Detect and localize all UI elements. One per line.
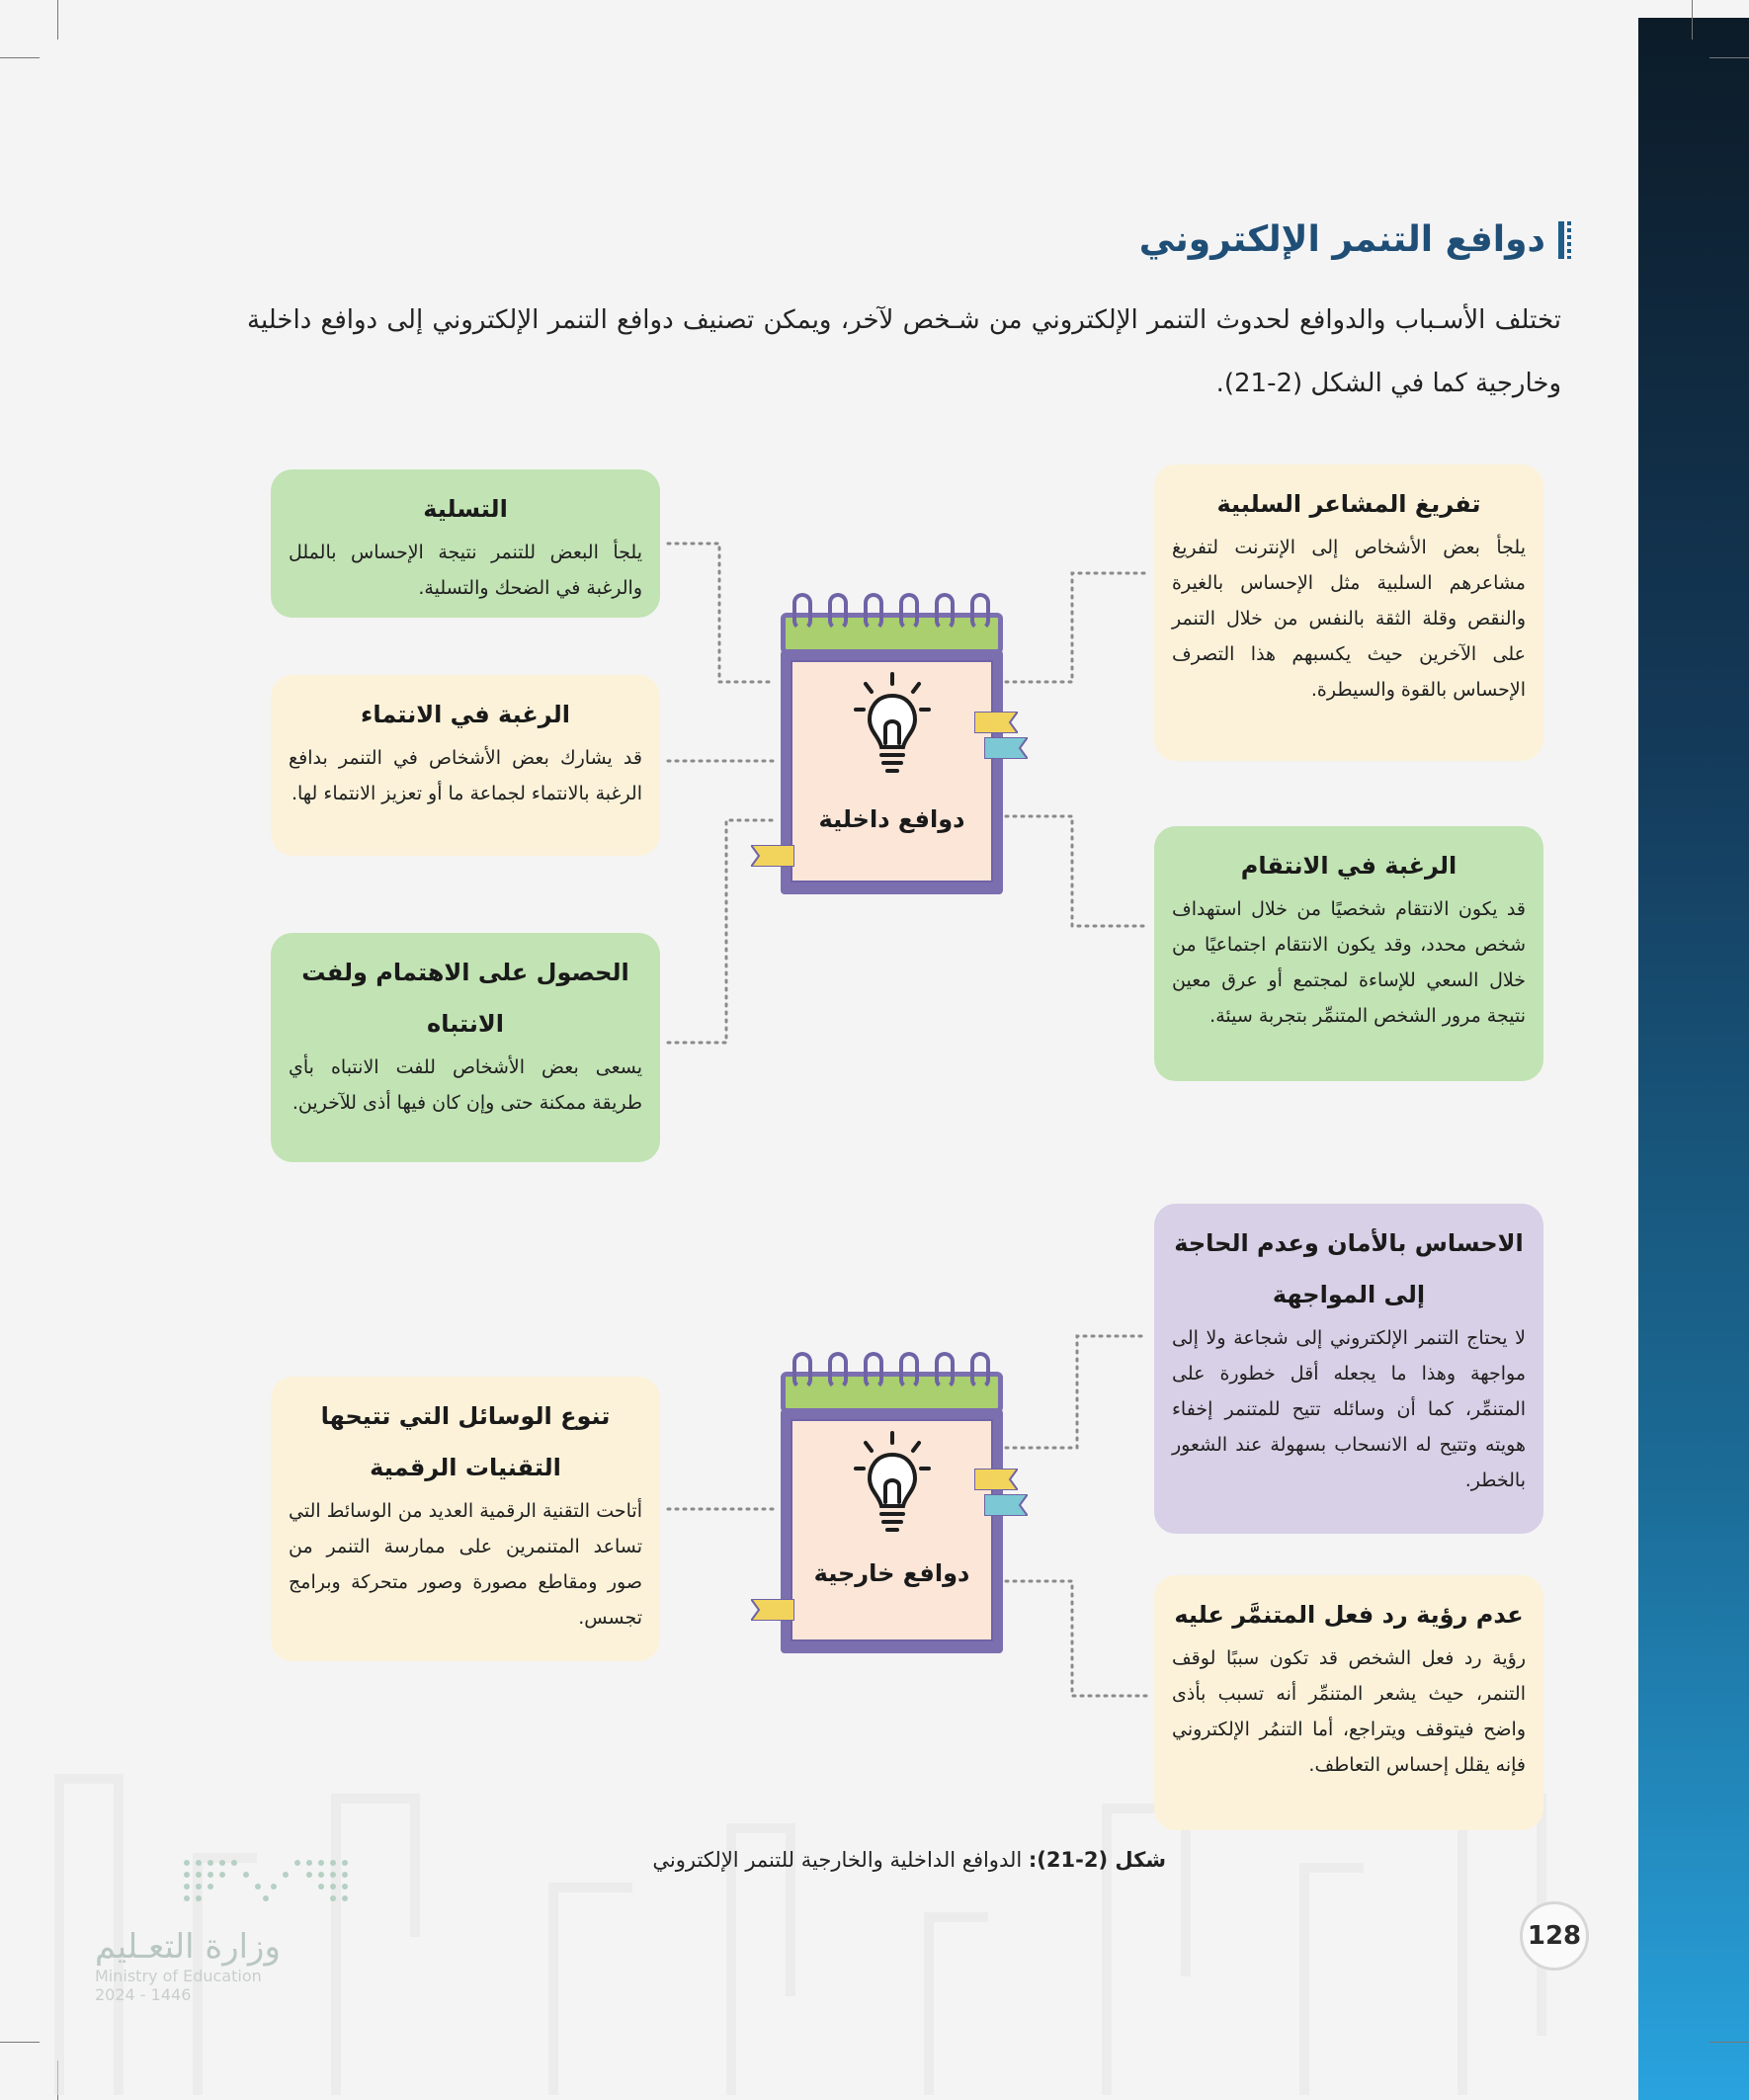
notebook-rings (792, 593, 990, 638)
card-revenge (1154, 826, 1543, 1081)
figure-caption (652, 1848, 1166, 1872)
card-title: الرغبة في الانتماء (361, 701, 570, 728)
card-no-reaction (1154, 1575, 1543, 1830)
card-title: الرغبة في الانتقام (1240, 852, 1458, 880)
card-attention (271, 933, 660, 1162)
crop-mark (1709, 2042, 1749, 2043)
card-body: قد يشارك بعض الأشخاص في التنمر بدافع الرغبة بالانتماء لجماعة ما أو تعزيز الانتماء لها. (289, 747, 642, 804)
card-title: الاحساس بالأمان وعدم الحاجة إلى المواجهة (1174, 1229, 1524, 1308)
page-edge-bar (1638, 18, 1749, 2100)
intro-paragraph: تختلف الأسـباب والدوافع لحدوث التنمر الإلكتروني من شـخص لآخر، ويمكن تصنيف دوافع التنمر الإلكتروني إلى دوافع داخلية وخارجية كما في الشكل (2-21). (247, 305, 1561, 398)
card-title: تنوع الوسائل التي تتيحها التقنيات الرقمية (320, 1402, 611, 1481)
card-title: التسلية (423, 495, 508, 523)
crop-mark (0, 57, 40, 58)
card-belonging (271, 675, 660, 856)
card-digital-tools (271, 1377, 660, 1661)
card-body: رؤية رد فعل الشخص قد تكون سببًا لوقف التنمر، حيث يشعر المتنمِّر أنه تسبب بأذى واضح فيتوقف ويتراجع، أما التنمُر الإلكتروني فإنه يقلل إحساس التعاطف. (1172, 1647, 1526, 1776)
page-number: 128 (1520, 1901, 1589, 1971)
bookmark-tab-yellow (974, 712, 1018, 733)
bookmark-tab-blue (984, 737, 1028, 759)
lightbulb-icon (852, 672, 933, 781)
external-label: دوافع خارجية (813, 1559, 970, 1587)
card-title: الحصول على الاهتمام ولفت الانتباه (301, 959, 629, 1038)
bookmark-tab-yellow (974, 1469, 1018, 1490)
notebook-rings (792, 1352, 990, 1397)
section-heading: دوافع التنمر الإلكتروني (1138, 219, 1545, 260)
card-body: يسعى بعض الأشخاص للفت الانتباه بأي طريقة ممكنة حتى وإن كان فيها أذى للآخرين. (289, 1056, 642, 1114)
card-body: أتاحت التقنية الرقمية العديد من الوسائط التي تساعد المتنمرين على ممارسة التنمر من صور ومقاطع مصورة وصور متحركة وبرامج تجسس. (289, 1500, 642, 1629)
ministry-watermark (95, 1927, 283, 2004)
internal-motives-notebook (781, 593, 1003, 894)
crop-mark (1692, 0, 1693, 40)
card-entertainment (271, 469, 660, 618)
caption-text: الدوافع الداخلية والخارجية للتنمر الإلكتروني (652, 1848, 1029, 1872)
card-title: تفريغ المشاعر السلبية (1216, 490, 1481, 518)
ministry-english: Ministry of Education (95, 1967, 262, 1985)
bookmark-tab-left (751, 845, 794, 867)
crop-mark (57, 0, 58, 40)
section-title (1139, 219, 1571, 260)
card-body: يلجأ البعض للتنمر نتيجة الإحساس بالملل والرغبة في الضحك والتسلية. (289, 542, 642, 599)
card-title: عدم رؤية رد فعل المتنمَّر عليه (1174, 1601, 1524, 1629)
title-bar-icon (1555, 221, 1571, 259)
ministry-arabic: وزارة التعـليم (95, 1927, 281, 1967)
ministry-year: 2024 - 1446 (95, 1985, 192, 2004)
bookmark-tab-blue (984, 1494, 1028, 1516)
card-negative-feelings (1154, 464, 1543, 761)
card-body: لا يحتاج التنمر الإلكتروني إلى شجاعة ولا إلى مواجهة وهذا ما يجعله أقل خطورة على المتنمِّر، كما أن وسائله تتيح للمتنمر إخفاء هويته وتتيح له الانسحاب بسهولة عند الشعور بالخطر. (1172, 1327, 1526, 1491)
crop-mark (1709, 57, 1749, 58)
external-motives-notebook (781, 1352, 1003, 1653)
crop-mark (0, 2042, 40, 2043)
internal-label: دوافع داخلية (818, 805, 965, 833)
card-safety (1154, 1204, 1543, 1534)
caption-label: شكل (2-21): (1028, 1848, 1166, 1872)
card-body: يلجأ بعض الأشخاص إلى الإنترنت لتفريغ مشاعرهم السلبية مثل الإحساس بالغيرة والنقص وقلة الثقة بالنفس من خلال التنمر على الآخرين حيث يكسبهم هذا التصرف الإحساس بالقوة والسيطرة. (1172, 537, 1526, 701)
bookmark-tab-left (751, 1599, 794, 1621)
lightbulb-icon (852, 1431, 933, 1540)
card-body: قد يكون الانتقام شخصيًا من خلال استهداف شخص محدد، وقد يكون الانتقام اجتماعيًا من خلال السعي للإساءة لمجتمع أو عرق معين نتيجة مرور الشخص المتنمِّر بتجربة سيئة. (1172, 898, 1526, 1027)
ministry-logo-dots (182, 1858, 350, 1907)
